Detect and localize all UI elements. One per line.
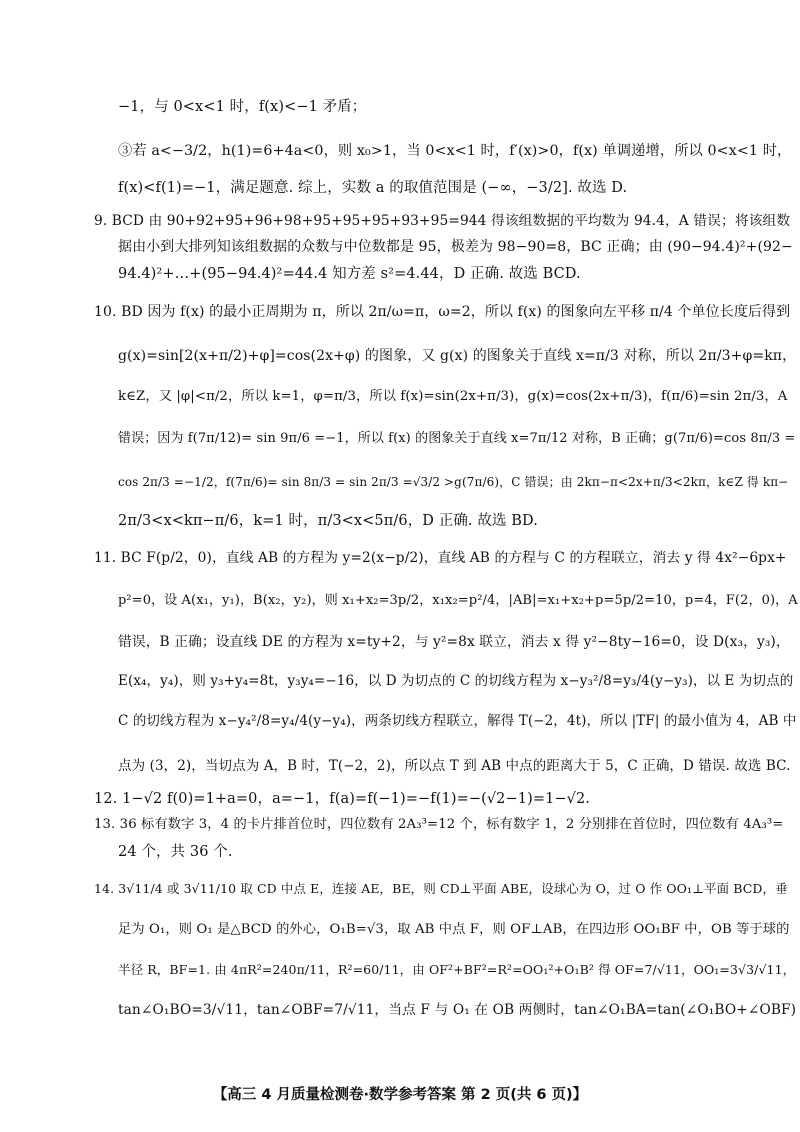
text-line: 11. BC F(p/2，0)，直线 AB 的方程为 y=2(x−p/2)，直线 AB 的方程与 C 的方程联立，消去 y 得 4x²−6px+	[94, 550, 787, 566]
text-line: ③若 a<−3/2，h(1)=6+4a<0，则 x₀>1，当 0<x<1 时，f′(x)>0，f(x) 单调递增，所以 0<x<1 时，	[118, 143, 792, 159]
text-line: −1，与 0<x<1 时，f(x)<−1 矛盾；	[118, 99, 367, 115]
text-line: k∈Z，又 |φ|<π/2，所以 k=1，φ=π/3，所以 f(x)=sin(2x+π/3)，g(x)=cos(2x+π/3)，f(π/6)=sin 2π/3，A	[118, 389, 788, 404]
text-line: 足为 O₁，则 O₁ 是△BCD 的外心，O₁B=√3，取 AB 中点 F，则 OF⊥AB，在四边形 OO₁BF 中，OB 等于球的	[118, 922, 790, 937]
text-line: 94.4)²+…+(95−94.4)²=44.4 知方差 s²=4.44，D 正确. 故选 BCD.	[118, 266, 581, 282]
text-line: f(x)<f(1)=−1，满足题意. 综上，实数 a 的取值范围是 (−∞，−3/2]. 故选 D.	[118, 180, 628, 196]
text-line: 据由小到大排列知该组数据的众数与中位数都是 95，极差为 98−90=8，BC 正确；由 (90−94.4)²+(92−	[118, 239, 793, 255]
text-line: 错误，B 正确；设直线 DE 的方程为 x=ty+2，与 y²=8x 联立，消去 x 得 y²−8ty−16=0，设 D(x₃，y₃)，	[118, 634, 790, 650]
page-footer: 【高三 4 月质量检测卷·数学参考答案 第 2 页(共 6 页)】	[212, 1087, 588, 1103]
text-line: 10. BD 因为 f(x) 的最小正周期为 π，所以 2π/ω=π，ω=2，所以 f(x) 的图象向左平移 π/4 个单位长度后得到	[94, 304, 791, 320]
text-line: tan∠O₁BO=3/√11，tan∠OBF=7/√11，当点 F 与 O₁ 在 OB 两侧时，tan∠O₁BA=tan(∠O₁BO+∠OBF)	[118, 1002, 797, 1018]
text-line: 24 个，共 36 个.	[118, 844, 233, 860]
text-line: 13. 36 标有数字 3，4 的卡片排首位时，四位数有 2A₃³=12 个，标有数字 1，2 分别排在首位时，四位数有 4A₃³=	[94, 817, 784, 832]
text-line: 错误；因为 f(7π/12)= sin 9π/6 =−1，所以 f(x) 的图象关于直线 x=7π/12 对称，B 正确；g(7π/6)=cos 8π/3 =	[118, 431, 796, 446]
text-line: cos 2π/3 =−1/2，f(7π/6)= sin 8π/3 = sin 2π/3 =√3/2 >g(7π/6)，C 错误；由 2kπ−π<2x+π/3<2kπ，k∈Z 得 kπ−	[118, 475, 789, 489]
text-line: C 的切线方程为 x−y₄²/8=y₄/4(y−y₄)，两条切线方程联立，解得 T(−2，4t)，所以 |TF| 的最小值为 4，AB 中	[118, 713, 797, 729]
text-line: p²=0，设 A(x₁，y₁)，B(x₂，y₂)，则 x₁+x₂=3p/2，x₁x₂=p²/4，|AB|=x₁+x₂+p=5p/2=10，p=4，F(2，0)，A	[118, 593, 798, 608]
text-line: 点为 (3，2)，当切点为 A，B 时，T(−2，2)，所以点 T 到 AB 中点的距离大于 5，C 正确，D 错误. 故选 BC.	[118, 758, 791, 774]
text-line: E(x₄，y₄)，则 y₃+y₄=8t，y₃y₄=−16，以 D 为切点的 C 的切线方程为 x−y₃²/8=y₃/4(y−y₃)，以 E 为切点的	[118, 673, 794, 689]
text-line: g(x)=sin[2(x+π/2)+φ]=cos(2x+φ) 的图象，又 g(x) 的图象关于直线 x=π/3 对称，所以 2π/3+φ=kπ，	[118, 348, 797, 364]
text-line: 2π/3<x<kπ−π/6，k=1 时，π/3<x<5π/6，D 正确. 故选 BD.	[118, 513, 538, 529]
text-line: 半径 R，BF=1. 由 4πR²=240π/11，R²=60/11，由 OF²+BF²=R²=OO₁²+O₁B² 得 OF=7/√11，OO₁=3√3/√11，	[118, 962, 796, 977]
text-line: 9. BCD 由 90+92+95+96+98+95+95+95+93+95=944 得该组数据的平均数为 94.4，A 错误；将该组数	[94, 213, 791, 229]
text-line: 12. 1−√2 f(0)=1+a=0，a=−1，f(a)=f(−1)=−f(1)=−(√2−1)=1−√2.	[94, 791, 591, 807]
text-line: 14. 3√11/4 或 3√11/10 取 CD 中点 E，连接 AE，BE，则 CD⊥平面 ABE，设球心为 O，过 O 作 OO₁⊥平面 BCD，垂	[94, 881, 788, 896]
